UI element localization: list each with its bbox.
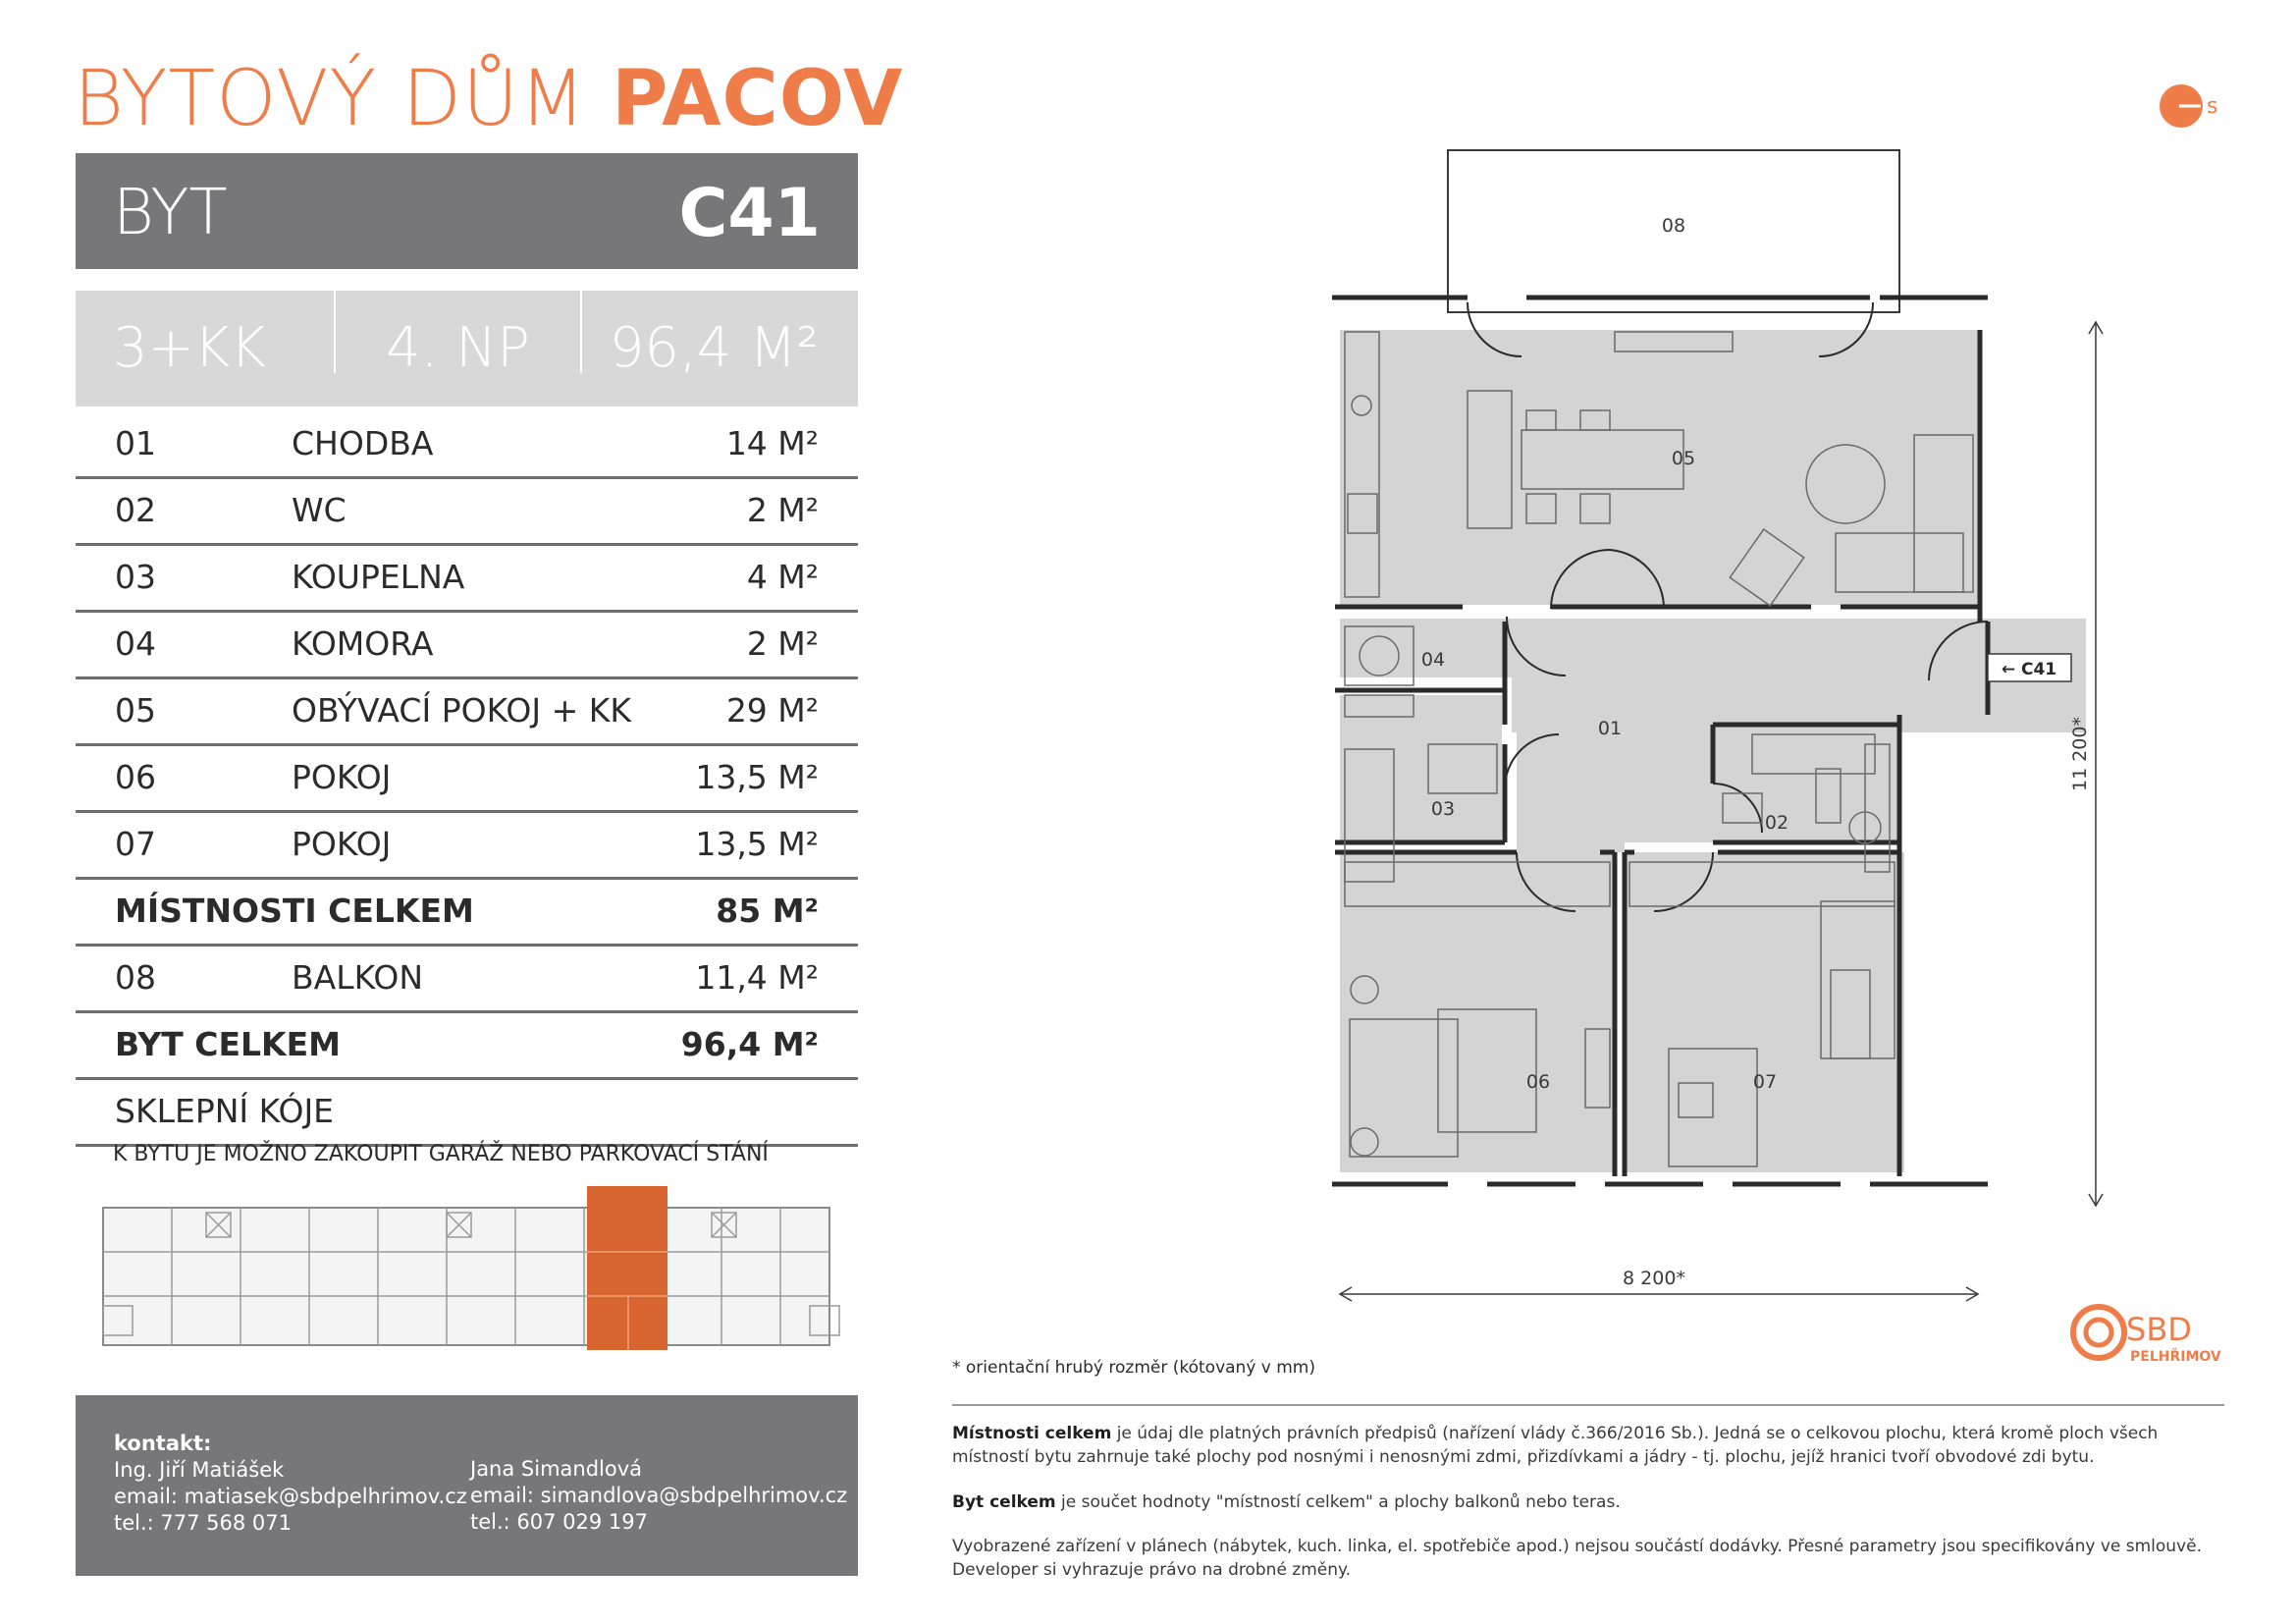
table-row (76, 679, 858, 746)
contact-email[interactable]: email: simandlova@sbdpelhrimov.cz (470, 1484, 848, 1507)
rooms-total-row (76, 880, 858, 947)
room-name: CHODBA (292, 424, 434, 462)
rooms-table (76, 412, 858, 1147)
entrance-label: ← C41 (2001, 660, 2057, 679)
sbd-pelhrimov-logo (2069, 1296, 2236, 1370)
unit-header (76, 153, 858, 269)
room-area: 4 M² (746, 558, 819, 596)
cellar-row (76, 1080, 858, 1147)
room-num: 04 (115, 624, 156, 663)
unit-total-row (76, 1013, 858, 1080)
rooms-total-area: 85 M² (716, 892, 819, 930)
room-label-01: 01 (1597, 718, 1623, 739)
room-label-05: 05 (1671, 448, 1696, 469)
sbd-name: SBD (2126, 1311, 2192, 1348)
unit-total-label: BYT CELKEM (115, 1025, 341, 1063)
dimension-height: 11 200* (2069, 717, 2091, 791)
room-name: BALKON (292, 958, 424, 997)
page-title (74, 55, 904, 143)
note-text: je údaj dle platných právních předpisů (nařízení vlády č.366/2016 Sb.). Jedná se o celkovou plochu, která kromě ploch všech místností bytu zahrnuje také plochy pod nosnými i nenosnými zdmi, přizdívkami a jádry - tj. plochu, jejíž hranici tvoří obvodové zdi bytu. (952, 1424, 2159, 1467)
summary-divider (334, 291, 336, 373)
room-name: OBÝVACÍ POKOJ + KK (292, 691, 632, 730)
table-row (76, 813, 858, 880)
room-name: POKOJ (292, 825, 392, 863)
title-light: BYTOVÝ DŮM (74, 55, 613, 143)
room-label-04: 04 (1420, 649, 1446, 671)
note-equipment: Vyobrazené zařízení v plánech (nábytek, kuch. linka, el. spotřebiče apod.) nejsou součástí dodávky. Přesné parametry jsou specifikovány ve smlouvě. Developer si vyhrazuje právo na drobné změny. (952, 1537, 2202, 1580)
highlighted-unit (587, 1186, 667, 1350)
table-row (76, 746, 858, 813)
room-area: 2 M² (746, 491, 819, 529)
unit-code: C41 (678, 175, 821, 252)
room-num: 02 (115, 491, 156, 529)
room-num: 07 (115, 825, 156, 863)
summary-bar (76, 291, 858, 406)
room-num: 01 (115, 424, 156, 462)
sbd-city: PELHŘIMOV (2130, 1349, 2221, 1365)
contact-name: Ing. Jiří Matiášek (114, 1458, 285, 1482)
table-row (76, 479, 858, 546)
summary-layout: 3+KK (113, 316, 266, 380)
room-label-08: 08 (1661, 215, 1686, 237)
note-unit-total (952, 1490, 2228, 1514)
room-num: 05 (115, 691, 156, 730)
note-bold: Místnosti celkem (952, 1424, 1112, 1443)
room-name: POKOJ (292, 758, 392, 796)
table-row (76, 613, 858, 679)
summary-floor: 4. NP (386, 316, 530, 380)
contact-phone[interactable]: tel.: 777 568 071 (114, 1511, 293, 1535)
building-floor-plan (93, 1178, 849, 1375)
contact-name: Jana Simandlová (470, 1457, 643, 1481)
apartment-floor-plan (1320, 145, 2125, 1324)
room-area: 2 M² (746, 624, 819, 663)
contact-box (76, 1395, 858, 1576)
room-area: 11,4 M² (695, 958, 819, 997)
title-bold: PACOV (612, 55, 904, 143)
contact-phone[interactable]: tel.: 607 029 197 (470, 1510, 649, 1534)
room-label-02: 02 (1764, 812, 1789, 834)
cellar-label: SKLEPNÍ KÓJE (115, 1092, 335, 1130)
balcony-row (76, 947, 858, 1013)
room-area: 13,5 M² (695, 758, 819, 796)
room-area: 14 M² (725, 424, 819, 462)
contact-heading: kontakt: (114, 1432, 212, 1455)
footer-divider (952, 1404, 2224, 1406)
note-bold: Byt celkem (952, 1492, 1056, 1512)
table-row (76, 546, 858, 613)
room-name: WC (292, 491, 347, 529)
note-rooms-total (952, 1422, 2228, 1469)
garage-note: K BYTU JE MOŽNO ZAKOUPIT GARÁŽ NEBO PARKOVACÍ STÁNÍ (113, 1142, 769, 1166)
footnote: * orientační hrubý rozměr (kótovaný v mm) (952, 1358, 1315, 1378)
rooms-total-label: MÍSTNOSTI CELKEM (115, 892, 474, 930)
room-num: 06 (115, 758, 156, 796)
room-label-03: 03 (1430, 798, 1456, 820)
room-area: 29 M² (725, 691, 819, 730)
unit-label: BYT (113, 177, 228, 249)
brand-logo (2160, 81, 2228, 131)
room-label-07: 07 (1752, 1071, 1778, 1093)
room-label-06: 06 (1525, 1071, 1551, 1093)
room-area: 13,5 M² (695, 825, 819, 863)
dimension-width: 8 200* (1623, 1268, 1685, 1289)
note-text: je součet hodnoty "místností celkem" a plochy balkonů nebo teras. (1055, 1492, 1621, 1512)
contact-email[interactable]: email: matiasek@sbdpelhrimov.cz (114, 1485, 467, 1508)
room-num: 08 (115, 958, 156, 997)
room-name: KOMORA (292, 624, 434, 663)
room-num: 03 (115, 558, 156, 596)
table-row (76, 412, 858, 479)
brand-mark: s (2207, 94, 2218, 119)
summary-divider (580, 291, 582, 373)
summary-area: 96,4 M² (609, 316, 819, 380)
room-name: KOUPELNA (292, 558, 465, 596)
unit-total-area: 96,4 M² (680, 1025, 819, 1063)
